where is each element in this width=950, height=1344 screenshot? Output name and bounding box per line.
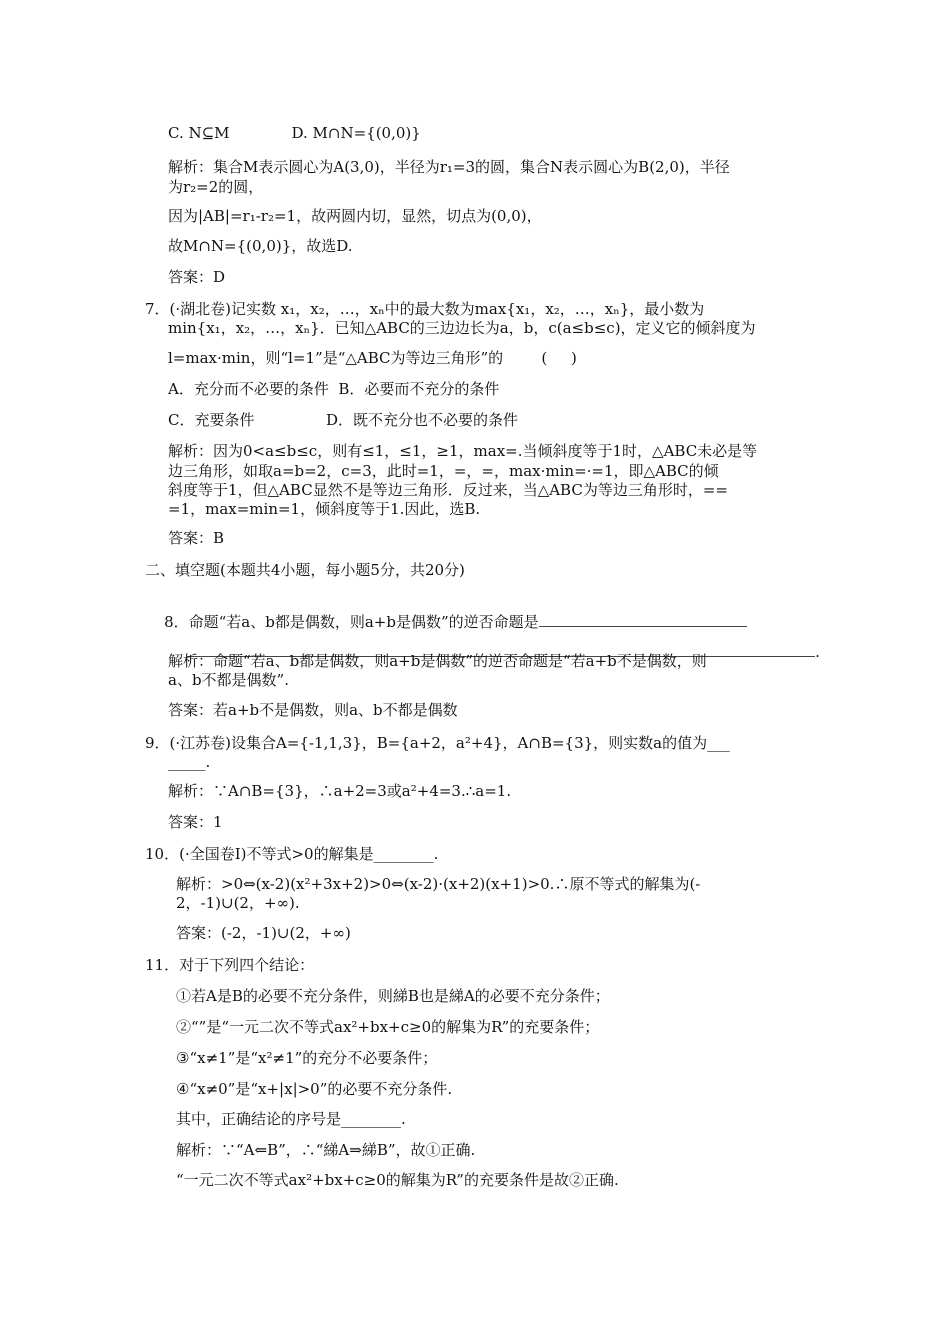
statement-3: ③“x≠1”是“x²≠1”的充分不必要条件；	[176, 1049, 438, 1067]
option-c-d: C. N⊆M D. M∩N={(0,0)}	[168, 124, 421, 142]
solution-line: 解析：∵A∩B={3}，∴a+2=3或a²+4=3.∴a=1.	[168, 782, 512, 800]
question-8-text: 8．命题“若a、b都是偶数，则a+b是偶数”的逆否命题是	[164, 613, 539, 631]
statement-1: ①若A是B的必要不充分条件，则綈B也是綈A的必要不充分条件；	[176, 987, 610, 1005]
statement-2: ②“”是“一元二次不等式ax²+bx+c≥0的解集为R”的充要条件；	[176, 1018, 600, 1036]
solution-line: “一元二次不等式ax²+bx+c≥0的解集为R”的充要条件是故②正确.	[176, 1171, 619, 1189]
solution-line: 为r₂=2的圆，	[168, 178, 264, 196]
solution-line: 2，-1)∪(2，+∞).	[176, 894, 300, 912]
solution-line: 斜度等于1，但△ABC显然不是等边三角形．反过来，当△ABC为等边三角形时，==	[168, 481, 728, 499]
solution-line: 因为|AB|=r₁-r₂=1，故两圆内切，显然，切点为(0,0)，	[168, 207, 542, 225]
solution-line: 解析：命题“若a、b都是偶数，则a+b是偶数”的逆否命题是“若a+b不是偶数，则	[168, 652, 707, 670]
statement-4: ④“x≠0”是“x+|x|>0”的必要不充分条件.	[176, 1080, 453, 1098]
option-a-b: A．充分而不必要的条件 B．必要而不充分的条件	[168, 380, 500, 398]
solution-line: a、b不都是偶数”.	[168, 671, 289, 689]
solution-line: 故M∩N={(0,0)}，故选D.	[168, 237, 353, 255]
question-9: 9．(·江苏卷)设集合A={-1,1,3}，B={a+2，a²+4}，A∩B={3}，则实数a的值为___	[145, 734, 730, 752]
section-heading: 二、填空题(本题共4小题，每小题5分，共20分)	[145, 561, 465, 579]
option-c-d: C．充要条件 D．既不充分也不必要的条件	[168, 411, 519, 429]
answer-line: 答案：若a+b不是偶数，则a、b不都是偶数	[168, 701, 458, 719]
question-10: 10．(·全国卷Ⅰ)不等式>0的解集是________.	[145, 845, 439, 863]
solution-line: 解析：集合M表示圆心为A(3,0)，半径为r₁=3的圆，集合N表示圆心为B(2,0)，半径	[168, 158, 730, 176]
solution-line: 解析：>0⇔(x-2)(x²+3x+2)>0⇔(x-2)·(x+2)(x+1)>0.∴原不等式的解集为(-	[176, 875, 701, 893]
answer-line: 答案：B	[168, 529, 225, 547]
question-11-prompt: 其中，正确结论的序号是________.	[176, 1110, 406, 1128]
question-7: 7．(·湖北卷)记实数 x₁，x₂，…，xₙ中的最大数为max{x₁，x₂，…，xₙ}，最小数为	[145, 300, 705, 318]
question-9-cont: _____.	[168, 753, 211, 771]
solution-line: 解析：∵“A⇐B”，∴“綈A⇒綈B”，故①正确.	[176, 1141, 476, 1159]
solution-line: 解析：因为0<a≤b≤c，则有≤1，≤1，≥1，max=.当倾斜度等于1时，△ABC未必是等	[168, 442, 758, 460]
question-7-cont: min{x₁，x₂，…，xₙ}．已知△ABC的三边边长为a，b，c(a≤b≤c)，定义它的倾斜度为	[168, 319, 756, 337]
period-mark: .	[815, 643, 820, 661]
solution-line: =1，max=min=1，倾斜度等于1.因此，选B.	[168, 500, 481, 518]
answer-line: 答案：D	[168, 268, 226, 286]
question-11: 11．对于下列四个结论：	[145, 956, 315, 974]
answer-line: 答案：(-2，-1)∪(2，+∞)	[176, 924, 351, 942]
question-7-cont: l=max·min，则“l=1”是“△ABC为等边三角形”的 ( )	[168, 349, 577, 367]
solution-line: 边三角形，如取a=b=2，c=3，此时=1，=，=，max·min=·=1，即△ABC的倾	[168, 462, 719, 480]
answer-line: 答案：1	[168, 813, 223, 831]
